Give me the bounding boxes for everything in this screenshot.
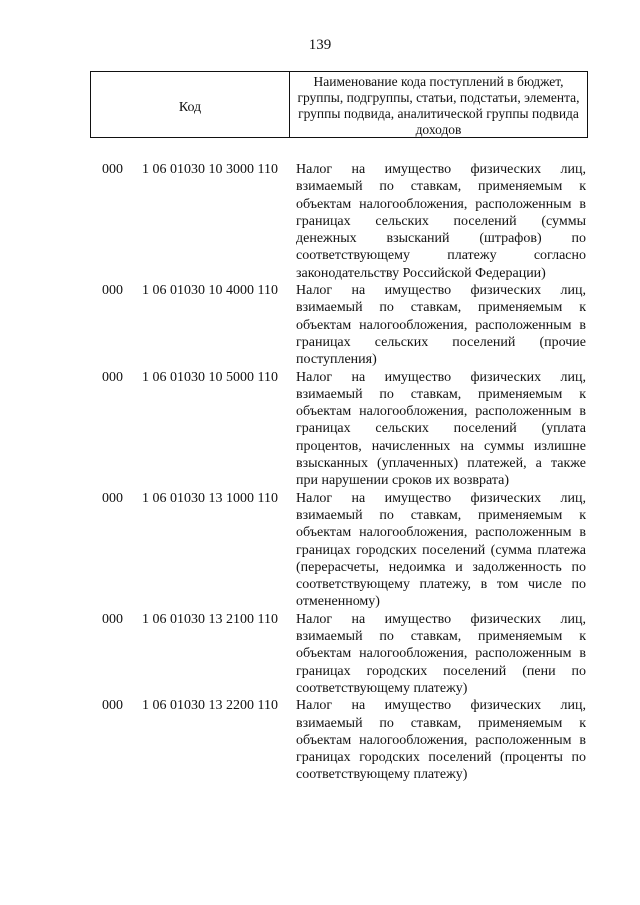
admin-code: 000 <box>102 698 123 714</box>
table-row <box>0 161 640 282</box>
header-code-label: Код <box>91 72 290 137</box>
revenue-code: 1 06 01030 10 3000 110 <box>142 162 278 177</box>
revenue-description: Налог на имущество физических лиц, взимаемый по ставкам, применяемым к объектам налогообложения, расположенным в границах городских поселений (сумма платежа (перерасчеты, недоимка и задолженность по соответствующему платежу, в том числе по отмененному) <box>296 490 586 610</box>
table-header <box>90 71 588 138</box>
revenue-description: Налог на имущество физических лиц, взимаемый по ставкам, применяемым к объектам налогообложения, расположенным в границах сельских поселений (прочие поступления) <box>296 283 586 368</box>
header-name-label: Наименование кода поступлений в бюджет, группы, подгруппы, статьи, подстатьи, элемента, группы подвида, аналитической группы подвида доходов <box>297 74 580 137</box>
admin-code: 000 <box>102 611 123 627</box>
table-row <box>0 611 640 697</box>
table-row <box>0 369 640 490</box>
admin-code: 000 <box>102 283 123 299</box>
revenue-code: 1 06 01030 10 4000 110 <box>142 283 278 299</box>
table-row <box>0 282 640 368</box>
table-row <box>0 697 640 783</box>
revenue-description: Налог на имущество физических лиц, взимаемый по ставкам, применяемым к объектам налогообложения, расположенным в границах городских поселений (пени по соответствующему платежу) <box>296 611 586 696</box>
revenue-description: Налог на имущество физических лиц, взимаемый по ставкам, применяемым к объектам налогообложения, расположенным в границах сельских поселений (уплата процентов, начисленных на суммы излишне взысканных (уплаченных) платежей, а также при нарушении сроков их возврата) <box>296 369 586 489</box>
revenue-code: 1 06 01030 10 5000 110 <box>142 369 278 385</box>
revenue-description: Налог на имущество физических лиц, взимаемый по ставкам, применяемым к объектам налогообложения, расположенным в границах сельских поселений (суммы денежных взысканий (штрафов) по соответствующему платежу согласно законодательству Российской Федерации) <box>296 162 586 281</box>
table-row <box>0 490 640 611</box>
revenue-code: 1 06 01030 13 2200 110 <box>142 698 278 714</box>
admin-code: 000 <box>102 162 123 177</box>
page-number: 139 <box>308 37 332 53</box>
revenue-code: 1 06 01030 13 1000 110 <box>142 490 278 506</box>
code-list <box>0 161 640 784</box>
revenue-description: Налог на имущество физических лиц, взимаемый по ставкам, применяемым к объектам налогообложения, расположенным в границах городских поселений (проценты по соответствующему платежу) <box>296 698 586 783</box>
admin-code: 000 <box>102 369 123 385</box>
admin-code: 000 <box>102 490 123 506</box>
revenue-code: 1 06 01030 13 2100 110 <box>142 611 278 627</box>
